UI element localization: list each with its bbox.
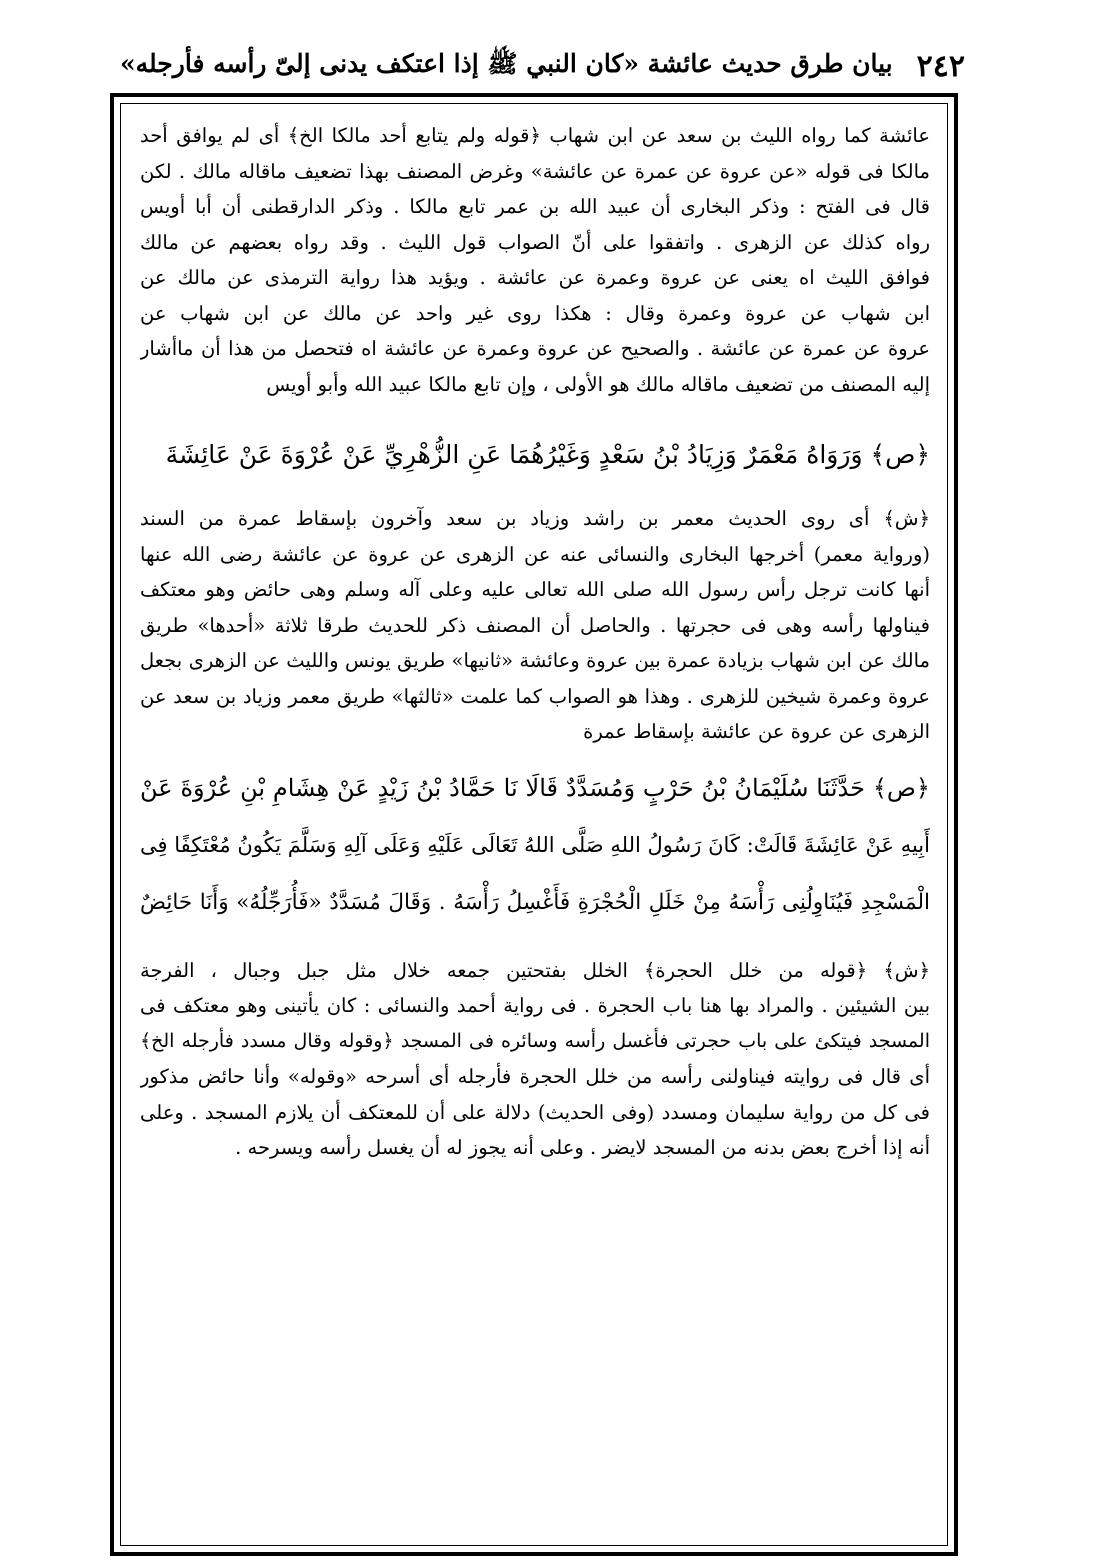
running-title: بيان طرق حديث عائشة «كان النبي ﷺ إذا اعتكف يدنى إلىّ رأسه فأرجله»	[120, 48, 893, 78]
text-line: رواه كذلك عن الزهرى . واتفقوا على أنّ الصواب قول الليث . وقد رواه بعضهم عن مالك	[140, 230, 930, 254]
page-header	[120, 44, 965, 88]
page-body	[140, 118, 930, 1166]
spacer	[140, 483, 930, 501]
text-line: الزهرى عن عروة عن عائشة بإسقاط عمرة	[583, 720, 930, 743]
commentary-block-1	[140, 118, 930, 402]
text-line: ﴿ش﴾ أى روى الحديث معمر بن راشد وزياد بن سعد وآخرون بإسقاط عمرة من السند	[140, 507, 930, 530]
text-line: ابن شهاب عن عروة وعمرة وقال : هكذا روى غير واحد عن مالك عن ابن شهاب عن	[140, 301, 930, 325]
text-line: (ورواية معمر) أخرجها البخارى والنسائى عنه عن الزهرى عن عروة عن عائشة رضى الله عنها	[140, 542, 930, 566]
text-line: عائشة كما رواه الليث بن سعد عن ابن شهاب ﴿قوله ولم يتابع أحد مالكا الخ﴾ أى لم يوافق أحد	[140, 124, 930, 147]
text-line: الْمَسْجِدِ فَيُنَاوِلُنِى رَأْسَهُ مِنْ خَلَلِ الْحُجْرَةِ فَأَغْسِلُ رَأْسَهُ . وَقَالَ مُسَدَّدٌ «فَأُرَجِّلُهُ» وَأَنَا حَائِضٌ	[140, 889, 930, 915]
text-line: فى كل من رواية سليمان ومسدد (وفى الحديث) دلالة على أن للمعتكف أن يلازم المسجد . وعلى	[140, 1100, 930, 1124]
spacer	[140, 931, 930, 953]
text-line: بين الشيئين . والمراد بها هنا باب الحجرة . فى رواية أحمد والنسائى : كان يأتينى وهو معتكف فى	[140, 994, 930, 1017]
text-line: المسجد فيتكئ على باب حجرتى فأغسل رأسه وسائره فى المسجد ﴿وقوله وقال مسدد فأرجله الخ﴾	[140, 1029, 930, 1052]
text-line: قال فى الفتح : وذكر البخارى أن عبيد الله بن عمر تابع مالكا . وذكر الدارقطنى أن أبا أويس	[140, 195, 930, 218]
text-line: عروة وعمرة شيخين للزهرى . وهذا هو الصواب كما علمت «ثالثها» طريق معمر وزياد بن سعد عن	[140, 684, 930, 708]
spacer	[140, 402, 930, 426]
text-line: فيناولها رأسه وهى فى حجرتها . والحاصل أن المصنف ذكر للحديث طرقا ثلاثة «أحدها» طريق	[140, 613, 930, 637]
text-line: ﴿ص﴾ حَدَّثَنَا سُلَيْمَانُ بْنُ حَرْبٍ وَمُسَدَّدٌ قَالَا نَا حَمَّادُ بْنُ زَيْدٍ عَنْ هِشَامِ بْنِ عُرْوَةَ عَنْ	[140, 773, 930, 802]
text-line: فوافق الليث اه يعنى عن عروة وعمرة عن عائشة . ويؤيد هذا رواية الترمذى عن مالك عن	[140, 266, 930, 289]
text-line: عروة عن عمرة عن عائشة . والصحيح عن عروة وعمرة عن عائشة اه فتحصل من هذا أن ماأشار	[140, 337, 930, 360]
text-line: مالك عن ابن شهاب بزيادة عمرة بين عروة وعائشة «ثانيها» طريق يونس والليث عن الزهرى بجعل	[140, 649, 930, 672]
text-line: أى قال فى روايته فيناولنى رأسه من خلل الحجرة فأرجله أى أسرحه «وقوله» وأنا حائض مذكور	[140, 1065, 930, 1088]
text-line: مالكا فى قوله «عن عروة عن عمرة عن عائشة» وغرض المصنف بهذا تضعيف ماقاله مالك . لكن	[140, 159, 930, 183]
hadith-text-2	[140, 760, 930, 931]
text-line: أَبِيهِ عَنْ عَائِشَةَ قَالَتْ: كَانَ رَسُولُ اللهِ صَلَّى اللهُ تَعَالَى عَلَيْهِ وَعَلَى آلِهِ وَسَلَّمَ يَكُونُ مُعْتَكِفًا فِى	[140, 832, 930, 857]
page-number: ٢٤٢	[916, 48, 965, 84]
commentary-block-3	[140, 953, 930, 1166]
commentary-block-2	[140, 501, 930, 750]
text-line: ﴿ش﴾ ﴿قوله من خلل الحجرة﴾ الخلل بفتحتين جمعه خلال مثل جبل وجبال ، الفرجة	[140, 958, 930, 982]
text-line: إليه المصنف من تضعيف ماقاله مالك هو الأولى ، وإن تابع مالكا عبيد الله وأبو أويس	[266, 372, 930, 396]
text-line: أنها كانت ترجل رأس رسول الله صلى الله تعالى عليه وعلى آله وسلم وهى حائض وهو معتكف	[140, 578, 930, 601]
text-line: ﴿ص﴾ وَرَوَاهُ مَعْمَرٌ وَزِيَادُ بْنُ سَعْدٍ وَغَيْرُهُمَا عَنِ الزُّهْرِيِّ عَنْ عُرْوَةَ عَنْ عَائِشَةَ	[165, 440, 930, 469]
spacer	[140, 750, 930, 760]
text-line: أنه إذا أخرج بعض بدنه من المسجد لايضر . وعلى أنه يجوز له أن يغسل رأسه ويسرحه .	[235, 1136, 930, 1159]
hadith-text-1	[140, 426, 930, 483]
